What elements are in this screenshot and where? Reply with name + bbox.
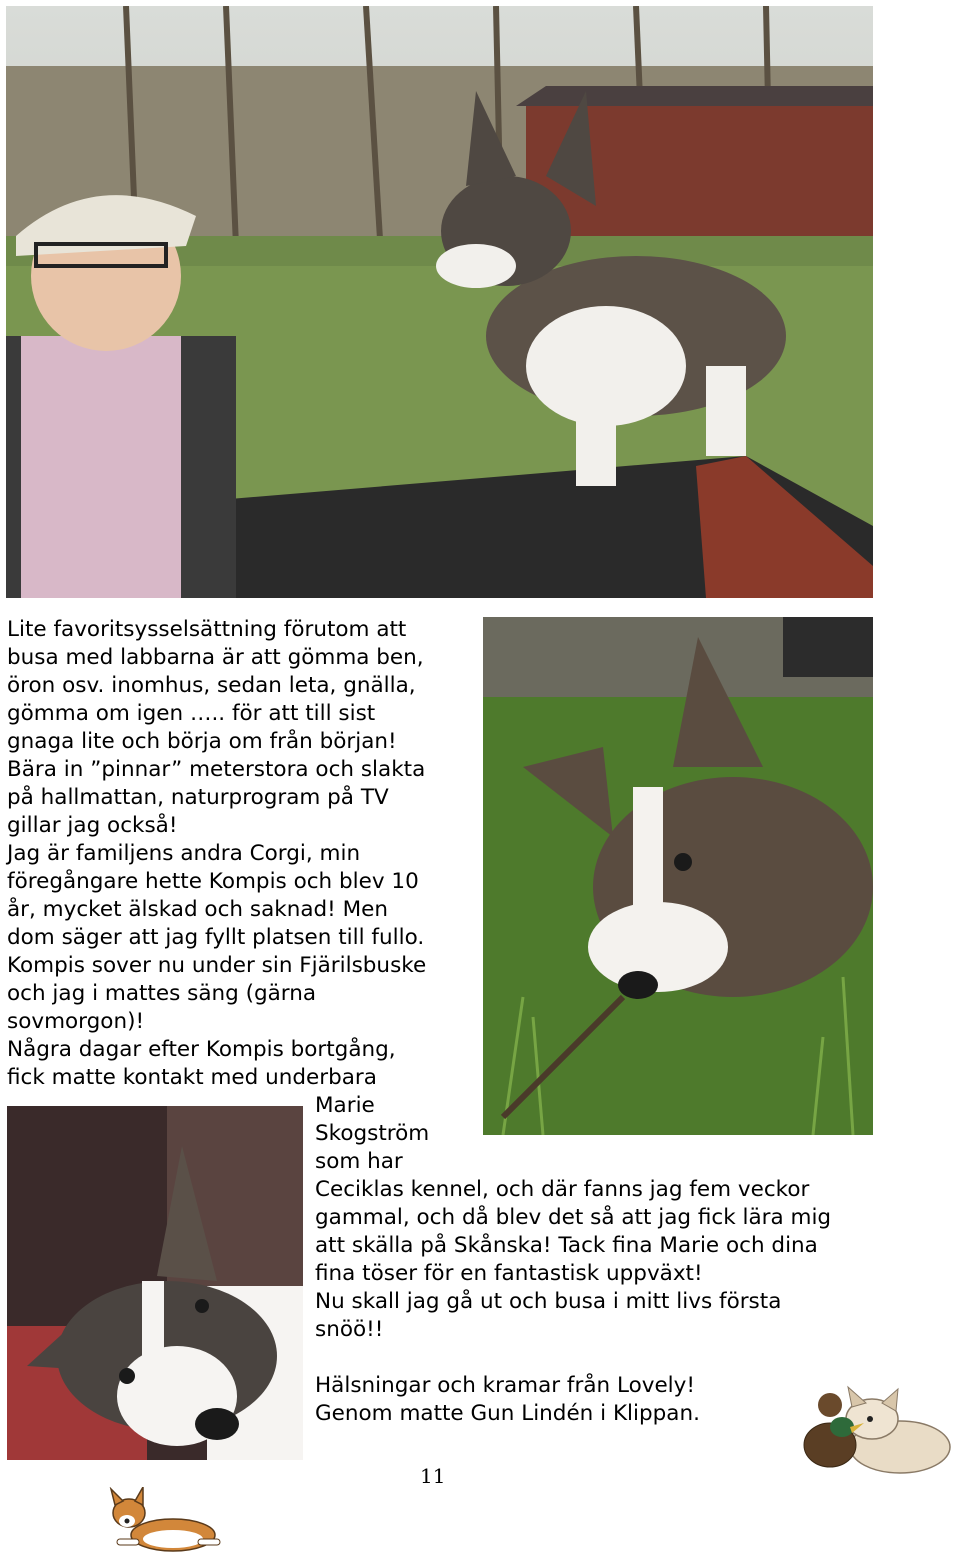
- text-line: fick matte kontakt med underbara: [7, 1065, 377, 1090]
- text-line: gillar jag också!: [7, 813, 178, 838]
- right-photo: [483, 617, 873, 1135]
- text-line: på hallmattan, naturprogram på TV: [7, 785, 389, 810]
- left-photo: [7, 1106, 303, 1460]
- text-line: Bära in ”pinnar” meterstora och slakta: [7, 757, 426, 782]
- text-line: Lite favoritsysselsättning förutom att: [7, 617, 407, 642]
- text-line: Marie: [315, 1093, 375, 1118]
- text-line: Hälsningar och kramar från Lovely!: [315, 1373, 695, 1398]
- text-line: år, mycket älskad och saknad! Men: [7, 897, 388, 922]
- text-line: busa med labbarna är att gömma ben,: [7, 645, 424, 670]
- text-line: Jag är familjens andra Corgi, min: [7, 841, 361, 866]
- text-line: Några dagar efter Kompis bortgång,: [7, 1037, 396, 1062]
- text-line: öron osv. inomhus, sedan leta, gnälla,: [7, 673, 416, 698]
- text-line: gömma om igen ….. för att till sist: [7, 701, 376, 726]
- page-number: 11: [420, 1464, 446, 1488]
- photo-corgi-on-agility-seesaw: [6, 6, 873, 598]
- corgi-with-toy-duck-icon: [800, 1385, 955, 1485]
- corgi-clipart-icon: [103, 1487, 223, 1557]
- body-text-top: [7, 616, 426, 1092]
- text-line: som har: [315, 1149, 403, 1174]
- body-text-bottom: [315, 1092, 831, 1428]
- text-line: föregångare hette Kompis och blev 10: [7, 869, 419, 894]
- text-line: fina töser för en fantastisk uppväxt!: [315, 1261, 703, 1286]
- text-line: Ceciklas kennel, och där fanns jag fem veckor: [315, 1177, 810, 1202]
- text-line: Genom matte Gun Lindén i Klippan.: [315, 1401, 700, 1426]
- text-line: Nu skall jag gå ut och busa i mitt livs första: [315, 1289, 782, 1314]
- text-line: Kompis sover nu under sin Fjärilsbuske: [7, 953, 427, 978]
- text-line: och jag i mattes säng (gärna: [7, 981, 317, 1006]
- text-line: gammal, och då blev det så att jag fick lära mig: [315, 1205, 832, 1230]
- text-line: sovmorgon)!: [7, 1009, 145, 1034]
- photo-corgi-puppy-in-grass: [483, 617, 873, 1135]
- text-line: Skogström: [315, 1121, 430, 1146]
- photo-corgi-puppy-portrait: [7, 1106, 303, 1460]
- top-photo: [6, 6, 873, 598]
- text-line: [315, 1344, 831, 1372]
- text-line: snöö!!: [315, 1317, 384, 1342]
- text-line: dom säger att jag fyllt platsen till fullo.: [7, 925, 425, 950]
- text-line: gnaga lite och börja om från början!: [7, 729, 397, 754]
- text-line: att skälla på Skånska! Tack fina Marie och dina: [315, 1233, 818, 1258]
